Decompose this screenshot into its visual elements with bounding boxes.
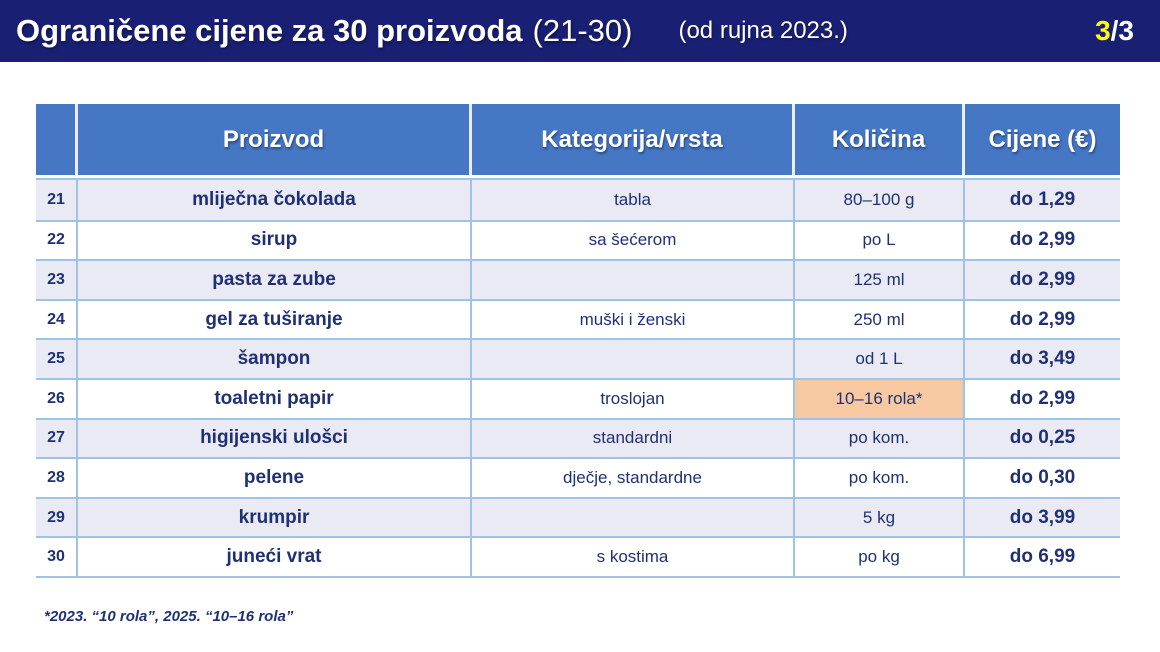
row-number-cell: 21 <box>36 180 78 220</box>
product-cell: juneći vrat <box>78 538 472 576</box>
column-header-category: Kategorija/vrsta <box>472 104 795 175</box>
page-title: Ograničene cijene za 30 proizvoda <box>16 13 523 48</box>
quantity-cell: od 1 L <box>795 340 965 378</box>
row-number-cell: 24 <box>36 301 78 339</box>
table-row <box>36 180 1120 220</box>
price-cell: do 2,99 <box>1009 387 1076 409</box>
product-cell: krumpir <box>78 499 472 537</box>
price-cell: do 2,99 <box>1009 229 1076 251</box>
table-row <box>36 536 1120 576</box>
row-number-cell: 22 <box>36 222 78 260</box>
quantity-cell: po kom. <box>795 420 965 458</box>
table-row <box>36 220 1120 260</box>
column-header-quantity: Količina <box>795 104 965 175</box>
page-indicator <box>1095 15 1134 47</box>
table-body <box>36 178 1120 578</box>
page-current: 3 <box>1095 15 1111 46</box>
table-row <box>36 338 1120 378</box>
row-number-cell: 23 <box>36 261 78 299</box>
column-header-product: Proizvod <box>78 104 472 175</box>
table-row <box>36 457 1120 497</box>
quantity-cell: po kg <box>795 538 965 576</box>
page-separator: / <box>1110 15 1119 46</box>
row-number-cell: 25 <box>36 340 78 378</box>
product-cell: gel za tuširanje <box>78 301 472 339</box>
category-cell: dječje, standardne <box>472 459 795 497</box>
category-cell <box>472 340 795 378</box>
row-number-cell: 26 <box>36 380 78 418</box>
category-cell: sa šećerom <box>472 222 795 260</box>
table-row <box>36 259 1120 299</box>
price-cell: do 0,25 <box>1009 427 1076 449</box>
product-cell: mliječna čokolada <box>78 180 472 220</box>
row-number-cell: 29 <box>36 499 78 537</box>
quantity-highlight-cell: 10–16 rola* <box>795 380 965 418</box>
quantity-cell: po kom. <box>795 459 965 497</box>
table-row <box>36 378 1120 418</box>
table-header-row <box>36 104 1120 178</box>
price-cell: do 1,29 <box>1009 188 1076 210</box>
product-cell: pelene <box>78 459 472 497</box>
price-cell: do 0,30 <box>1009 466 1076 488</box>
column-header-price: Cijene (€) <box>965 104 1120 175</box>
price-cell: do 3,99 <box>1009 506 1076 528</box>
column-header-number <box>36 104 78 175</box>
table-row <box>36 418 1120 458</box>
category-cell: standardni <box>472 420 795 458</box>
product-cell: toaletni papir <box>78 380 472 418</box>
price-cell: do 6,99 <box>1009 546 1076 568</box>
category-cell <box>472 499 795 537</box>
title-date-note: (od rujna 2023.) <box>678 17 848 44</box>
category-cell: tabla <box>472 180 795 220</box>
price-cell: do 3,49 <box>1009 348 1076 370</box>
title-range: (21-30) <box>532 13 633 48</box>
category-cell: s kostima <box>472 538 795 576</box>
price-table <box>36 104 1120 578</box>
quantity-cell: 80–100 g <box>795 180 965 220</box>
product-cell: pasta za zube <box>78 261 472 299</box>
quantity-cell: po L <box>795 222 965 260</box>
table-row <box>36 299 1120 339</box>
category-cell: troslojan <box>472 380 795 418</box>
row-number-cell: 28 <box>36 459 78 497</box>
quantity-cell: 250 ml <box>795 301 965 339</box>
row-number-cell: 27 <box>36 420 78 458</box>
category-cell: muški i ženski <box>472 301 795 339</box>
quantity-cell: 125 ml <box>795 261 965 299</box>
product-cell: sirup <box>78 222 472 260</box>
page-total: 3 <box>1118 15 1134 46</box>
product-cell: šampon <box>78 340 472 378</box>
title-bar <box>0 0 1160 62</box>
price-cell: do 2,99 <box>1009 308 1076 330</box>
quantity-cell: 5 kg <box>795 499 965 537</box>
product-cell: higijenski ulošci <box>78 420 472 458</box>
table-row <box>36 497 1120 537</box>
footnote: *2023. “10 rola”, 2025. “10–16 rola” <box>44 608 294 625</box>
row-number-cell: 30 <box>36 538 78 576</box>
price-cell: do 2,99 <box>1009 268 1076 290</box>
category-cell <box>472 261 795 299</box>
